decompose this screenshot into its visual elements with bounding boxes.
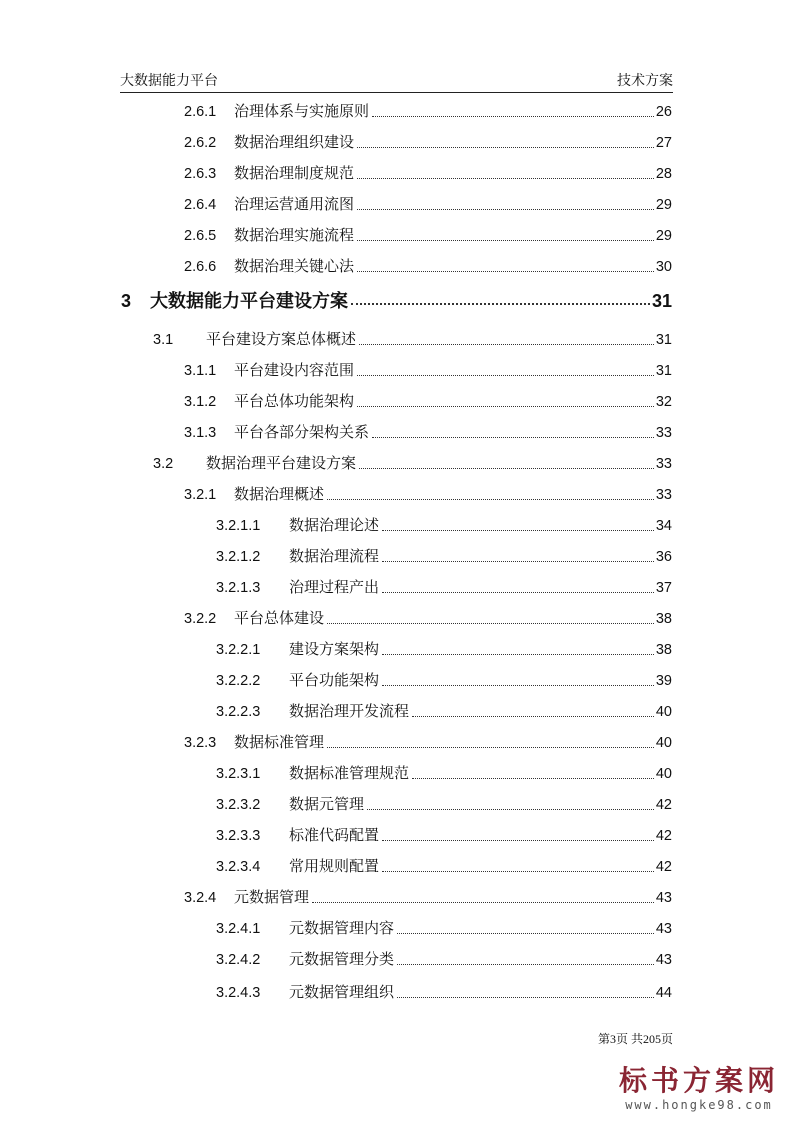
toc-entry-title: 数据治理流程: [289, 549, 380, 565]
toc-entry-number: 3.2.2.2: [216, 673, 261, 689]
toc-entry[interactable]: [216, 822, 672, 846]
toc-entry[interactable]: [216, 979, 672, 1003]
toc-entry-number: 3.2: [153, 456, 174, 472]
toc-entry-title: 元数据管理组织: [289, 985, 395, 1001]
toc-entry[interactable]: [216, 543, 672, 567]
toc-entry-title: 常用规则配置: [289, 859, 380, 875]
toc-entry-number: 3.1.2: [184, 394, 217, 410]
toc-leader-dots: [372, 115, 654, 117]
header-doc-type: 技术方案: [617, 74, 673, 89]
toc-entry-page: 43: [655, 890, 672, 906]
toc-entry-number: 3.2.2: [184, 611, 217, 627]
watermark-logo-text: 标书方案网: [618, 1064, 779, 1097]
toc-entry[interactable]: [216, 915, 672, 939]
toc-entry-page: 42: [655, 797, 672, 813]
toc-entry-number: 3.2.1.2: [216, 549, 261, 565]
toc-entry-title: 数据治理概述: [234, 487, 325, 503]
toc-entry-page: 44: [655, 985, 672, 1001]
toc-entry-title: 数据标准管理规范: [289, 766, 410, 782]
toc-entry-page: 40: [655, 766, 672, 782]
toc-entry[interactable]: [216, 946, 672, 970]
toc-entry-number: 3.2.4.3: [216, 985, 261, 1001]
toc-entry-title: 平台建设内容范围: [234, 363, 355, 379]
toc-entry[interactable]: [216, 760, 672, 784]
toc-entry[interactable]: [216, 667, 672, 691]
toc-leader-dots: [367, 808, 654, 810]
toc-entry-page: 42: [655, 828, 672, 844]
toc-entry[interactable]: [184, 160, 672, 184]
toc-entry-title: 数据治理关键心法: [234, 259, 355, 275]
toc-entry-page: 31: [655, 332, 672, 348]
watermark: [619, 1064, 779, 1112]
toc-entry-page: 33: [655, 487, 672, 503]
toc-leader-dots: [382, 839, 654, 841]
toc-entry[interactable]: [184, 357, 672, 381]
toc-entry-page: 28: [655, 166, 672, 182]
toc-leader-dots: [327, 622, 654, 624]
toc-entry-page: 32: [655, 394, 672, 410]
toc-entry-title: 治理过程产出: [289, 580, 380, 596]
toc-entry-page: 33: [655, 456, 672, 472]
toc-entry-title: 治理体系与实施原则: [234, 104, 370, 120]
toc-entry-page: 31: [655, 363, 672, 379]
toc-entry-number: 3.2.1.3: [216, 580, 261, 596]
toc-entry-number: 3.2.2.1: [216, 642, 261, 658]
toc-entry[interactable]: [184, 605, 672, 629]
toc-entry-title: 元数据管理: [234, 890, 310, 906]
toc-entry-title: 元数据管理内容: [289, 921, 395, 937]
toc-entry-page: 34: [655, 518, 672, 534]
toc-entry-title: 大数据能力平台建设方案: [150, 291, 348, 311]
toc-entry-number: 3.2.3.2: [216, 797, 261, 813]
toc-leader-dots: [382, 653, 654, 655]
toc-leader-dots: [359, 343, 654, 345]
toc-leader-dots: [312, 901, 654, 903]
toc-leader-dots: [382, 529, 654, 531]
toc-entry-number: 2.6.2: [184, 135, 217, 151]
toc-entry[interactable]: [184, 191, 672, 215]
toc-leader-dots: [382, 870, 654, 872]
toc-entry-title: 建设方案架构: [289, 642, 380, 658]
toc-leader-dots: [351, 302, 650, 305]
toc-entry-page: 29: [655, 228, 672, 244]
toc-entry[interactable]: [216, 698, 672, 722]
toc-entry-page: 30: [655, 259, 672, 275]
toc-entry-page: 36: [655, 549, 672, 565]
toc-leader-dots: [357, 177, 654, 179]
header-doc-title: 大数据能力平台: [120, 74, 218, 89]
toc-entry[interactable]: [216, 574, 672, 598]
toc-entry[interactable]: [184, 481, 672, 505]
toc-leader-dots: [372, 436, 654, 438]
toc-leader-dots: [357, 239, 654, 241]
toc-leader-dots: [412, 777, 654, 779]
toc-entry-title: 治理运营通用流图: [234, 197, 355, 213]
toc-leader-dots: [397, 963, 654, 965]
toc-entry-number: 2.6.4: [184, 197, 217, 213]
toc-leader-dots: [359, 467, 654, 469]
toc-entry[interactable]: [184, 419, 672, 443]
toc-entry-number: 2.6.6: [184, 259, 217, 275]
toc-entry-number: 3.2.3: [184, 735, 217, 751]
page-header: [120, 70, 673, 93]
toc-leader-dots: [357, 208, 654, 210]
toc-entry-title: 数据治理组织建设: [234, 135, 355, 151]
toc-leader-dots: [357, 270, 654, 272]
toc-entry-number: 3.2.1.1: [216, 518, 261, 534]
toc-entry-page: 39: [655, 673, 672, 689]
toc-entry-number: 2.6.3: [184, 166, 217, 182]
toc-leader-dots: [327, 746, 654, 748]
toc-entry-number: 3: [121, 291, 132, 311]
toc-entry-number: 3.1.1: [184, 363, 217, 379]
toc-leader-dots: [357, 374, 654, 376]
toc-entry-title: 平台功能架构: [289, 673, 380, 689]
toc-leader-dots: [382, 684, 654, 686]
toc-entry-title: 数据标准管理: [234, 735, 325, 751]
toc-entry[interactable]: [121, 287, 672, 311]
toc-entry-title: 元数据管理分类: [289, 952, 395, 968]
toc-entry-number: 3.2.3.3: [216, 828, 261, 844]
toc-entry-title: 平台总体功能架构: [234, 394, 355, 410]
toc-entry[interactable]: [216, 636, 672, 660]
page-footer: 第3页 共205页: [597, 1032, 673, 1046]
toc-entry-number: 3.2.3.1: [216, 766, 261, 782]
toc-leader-dots: [357, 146, 654, 148]
toc-entry[interactable]: [216, 791, 672, 815]
toc-entry[interactable]: [184, 729, 672, 753]
toc-entry-title: 数据治理平台建设方案: [206, 456, 357, 472]
toc-entry[interactable]: [184, 388, 672, 412]
toc-entry[interactable]: [184, 253, 672, 277]
toc-entry-title: 数据治理开发流程: [289, 704, 410, 720]
toc-entry-number: 2.6.5: [184, 228, 217, 244]
toc-entry-page: 38: [655, 642, 672, 658]
toc-leader-dots: [382, 591, 654, 593]
toc-entry-page: 26: [655, 104, 672, 120]
toc-entry-page: 43: [655, 952, 672, 968]
toc-entry-number: 3.1.3: [184, 425, 217, 441]
toc-entry[interactable]: [153, 450, 672, 474]
toc-entry[interactable]: [216, 853, 672, 877]
toc-entry-number: 3.2.4.1: [216, 921, 261, 937]
toc-entry-number: 3.2.2.3: [216, 704, 261, 720]
toc-entry-number: 2.6.1: [184, 104, 217, 120]
toc-entry[interactable]: [216, 512, 672, 536]
toc-leader-dots: [397, 932, 654, 934]
toc-entry-page: 37: [655, 580, 672, 596]
toc-entry-page: 40: [655, 735, 672, 751]
toc-entry-page: 29: [655, 197, 672, 213]
toc-entry-title: 数据治理制度规范: [234, 166, 355, 182]
toc-leader-dots: [412, 715, 654, 717]
toc-entry-number: 3.2.3.4: [216, 859, 261, 875]
toc-leader-dots: [397, 996, 654, 998]
toc-entry-page: 42: [655, 859, 672, 875]
toc-entry-number: 3.2.1: [184, 487, 217, 503]
toc-leader-dots: [357, 405, 654, 407]
toc-entry[interactable]: [153, 326, 672, 350]
toc-entry-title: 标准代码配置: [289, 828, 380, 844]
toc-entry-number: 3.1: [153, 332, 174, 348]
toc-entry-title: 数据元管理: [289, 797, 365, 813]
toc-leader-dots: [382, 560, 654, 562]
toc-entry-title: 平台总体建设: [234, 611, 325, 627]
toc-entry-title: 平台各部分架构关系: [234, 425, 370, 441]
toc-entry-page: 33: [655, 425, 672, 441]
watermark-url: www.hongke98.com: [625, 1098, 773, 1112]
toc-entry-page: 38: [655, 611, 672, 627]
toc-entry-number: 3.2.4: [184, 890, 217, 906]
toc-entry-title: 数据治理论述: [289, 518, 380, 534]
toc-entry-title: 平台建设方案总体概述: [206, 332, 357, 348]
toc-entry[interactable]: [184, 222, 672, 246]
toc-entry[interactable]: [184, 884, 672, 908]
toc-entry-page: 40: [655, 704, 672, 720]
toc-entry-page: 31: [651, 291, 672, 311]
toc-leader-dots: [327, 498, 654, 500]
toc-entry-page: 27: [655, 135, 672, 151]
toc-entry-page: 43: [655, 921, 672, 937]
toc-entry-title: 数据治理实施流程: [234, 228, 355, 244]
toc-entry-number: 3.2.4.2: [216, 952, 261, 968]
toc-entry[interactable]: [184, 129, 672, 153]
toc-entry[interactable]: [184, 98, 672, 122]
